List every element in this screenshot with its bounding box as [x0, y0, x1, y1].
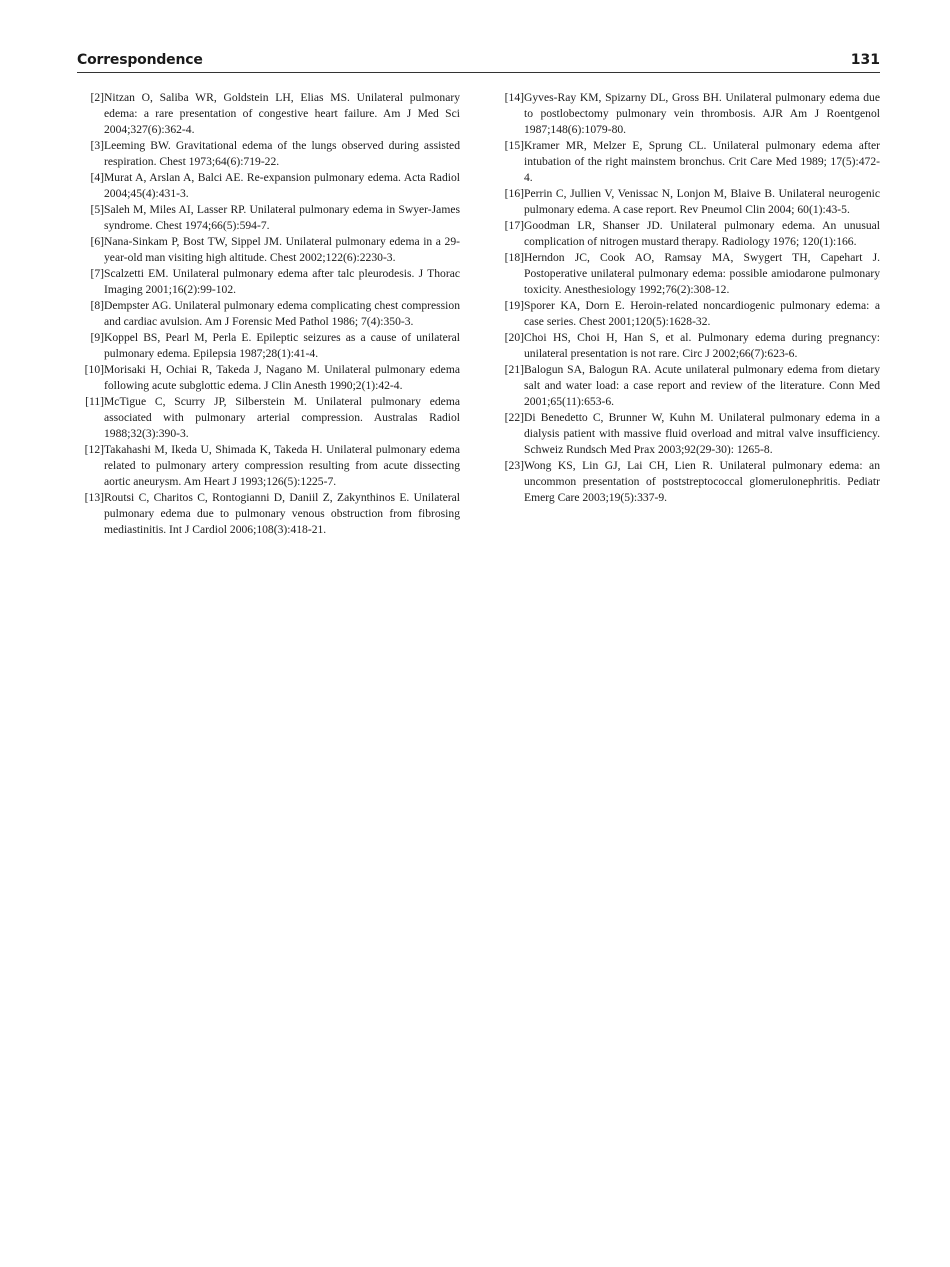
reference-item [77, 266, 460, 298]
reference-number: [23] [504, 459, 524, 472]
reference-item [497, 410, 880, 458]
reference-text: Dempster AG. Unilateral pulmonary edema complicating chest compression and cardiac avulsion. Am J Forensic Med Pathol 1986; 7(4):350-3. [104, 299, 460, 328]
reference-text: Murat A, Arslan A, Balci AE. Re-expansion pulmonary edema. Acta Radiol 2004;45(4):431-3. [104, 171, 460, 200]
reference-item [497, 298, 880, 330]
reference-number: [9] [90, 331, 104, 344]
reference-number: [6] [90, 235, 104, 248]
reference-text: Choi HS, Choi H, Han S, et al. Pulmonary edema during pregnancy: unilateral presentation is not rare. Circ J 2002;66(7):623-6. [524, 331, 880, 360]
reference-number: [12] [84, 443, 104, 456]
reference-number: [5] [90, 203, 104, 216]
reference-text: Saleh M, Miles AI, Lasser RP. Unilateral pulmonary edema in Swyer-James syndrome. Chest 1974;66(5):594-7. [104, 203, 460, 232]
page-header [77, 50, 880, 73]
reference-list-left [77, 90, 460, 538]
reference-number: [18] [504, 251, 524, 264]
reference-item [77, 490, 460, 538]
reference-text: Nana-Sinkam P, Bost TW, Sippel JM. Unilateral pulmonary edema in a 29-year-old man visiting high altitude. Chest 2002;122(6):2230-3. [104, 235, 460, 264]
section-title: Correspondence [77, 52, 203, 68]
reference-text: Balogun SA, Balogun RA. Acute unilateral pulmonary edema from dietary salt and water load: a case report and review of the literature. Conn Med 2001;65(11):653-6. [524, 363, 880, 408]
reference-number: [4] [90, 171, 104, 184]
reference-number: [8] [90, 299, 104, 312]
page-number: 131 [850, 52, 880, 68]
reference-number: [22] [504, 411, 524, 424]
reference-item [77, 170, 460, 202]
reference-number: [7] [90, 267, 104, 280]
reference-item [77, 394, 460, 442]
reference-text: Wong KS, Lin GJ, Lai CH, Lien R. Unilateral pulmonary edema: an uncommon presentation of poststreptococcal glomerulonephritis. Pediatr Emerg Care 2003;19(5):337-9. [524, 459, 880, 504]
reference-item [497, 218, 880, 250]
reference-text: Kramer MR, Melzer E, Sprung CL. Unilateral pulmonary edema after intubation of the right mainstem bronchus. Crit Care Med 1989; 17(5):472-4. [524, 139, 880, 184]
reference-item [497, 186, 880, 218]
reference-text: Goodman LR, Shanser JD. Unilateral pulmonary edema. An unusual complication of nitrogen mustard therapy. Radiology 1976; 120(1):166. [524, 219, 880, 248]
reference-item [77, 442, 460, 490]
reference-text: Leeming BW. Gravitational edema of the lungs observed during assisted respiration. Chest 1973;64(6):719-22. [104, 139, 460, 168]
reference-text: Herndon JC, Cook AO, Ramsay MA, Swygert TH, Capehart J. Postoperative unilateral pulmonary edema: possible amiodarone pulmonary toxicity. Anesthesiology 1992;76(2):308-12. [524, 251, 880, 296]
reference-number: [20] [504, 331, 524, 344]
reference-number: [10] [84, 363, 104, 376]
reference-item [497, 90, 880, 138]
reference-number: [15] [504, 139, 524, 152]
reference-text: Takahashi M, Ikeda U, Shimada K, Takeda H. Unilateral pulmonary edema related to pulmonary artery compression resulting from acute dissecting aortic aneurysm. Am Heart J 1993;126(5):1225-7. [104, 443, 460, 488]
reference-text: Morisaki H, Ochiai R, Takeda J, Nagano M. Unilateral pulmonary edema following acute subglottic edema. J Clin Anesth 1990;2(1):42-4. [104, 363, 460, 392]
reference-item [497, 362, 880, 410]
reference-list-right [497, 90, 880, 506]
reference-item [497, 330, 880, 362]
reference-item [497, 138, 880, 186]
reference-item [497, 458, 880, 506]
reference-number: [14] [504, 91, 524, 104]
reference-text: Perrin C, Jullien V, Venissac N, Lonjon M, Blaive B. Unilateral neurogenic pulmonary edema. A case report. Rev Pneumol Clin 2004; 60(1):43-5. [524, 187, 880, 216]
reference-text: Nitzan O, Saliba WR, Goldstein LH, Elias MS. Unilateral pulmonary edema: a rare presentation of congestive heart failure. Am J Med Sci 2004;327(6):362-4. [104, 91, 460, 136]
reference-number: [13] [84, 491, 104, 504]
reference-text: Routsi C, Charitos C, Rontogianni D, Daniil Z, Zakynthinos E. Unilateral pulmonary edema due to pulmonary venous obstruction from fibrosing mediastinitis. Int J Cardiol 2006;108(3):418-21. [104, 491, 460, 536]
reference-number: [21] [504, 363, 524, 376]
reference-text: Sporer KA, Dorn E. Heroin-related noncardiogenic pulmonary edema: a case series. Chest 2001;120(5):1628-32. [524, 299, 880, 328]
reference-text: Di Benedetto C, Brunner W, Kuhn M. Unilateral pulmonary edema in a dialysis patient with massive fluid overload and mitral valve insufficiency. Schweiz Rundsch Med Prax 2003;92(29-30): 1265-8. [524, 411, 880, 456]
reference-number: [3] [90, 139, 104, 152]
reference-item [77, 90, 460, 138]
reference-text: Scalzetti EM. Unilateral pulmonary edema after talc pleurodesis. J Thorac Imaging 2001;16(2):99-102. [104, 267, 460, 296]
reference-number: [2] [90, 91, 104, 104]
reference-item [77, 330, 460, 362]
reference-number: [17] [504, 219, 524, 232]
reference-text: McTigue C, Scurry JP, Silberstein M. Unilateral pulmonary edema associated with pulmonary arterial compression. Australas Radiol 1988;32(3):390-3. [104, 395, 460, 440]
reference-item [77, 234, 460, 266]
reference-number: [11] [85, 395, 104, 408]
reference-text: Gyves-Ray KM, Spizarny DL, Gross BH. Unilateral pulmonary edema due to postlobectomy pulmonary vein thrombosis. AJR Am J Roentgenol 1987;148(6):1079-80. [524, 91, 880, 136]
reference-item [497, 250, 880, 298]
reference-number: [19] [504, 299, 524, 312]
reference-text: Koppel BS, Pearl M, Perla E. Epileptic seizures as a cause of unilateral pulmonary edema. Epilepsia 1987;28(1):41-4. [104, 331, 460, 360]
reference-number: [16] [504, 187, 524, 200]
reference-item [77, 138, 460, 170]
reference-item [77, 298, 460, 330]
reference-item [77, 202, 460, 234]
reference-item [77, 362, 460, 394]
